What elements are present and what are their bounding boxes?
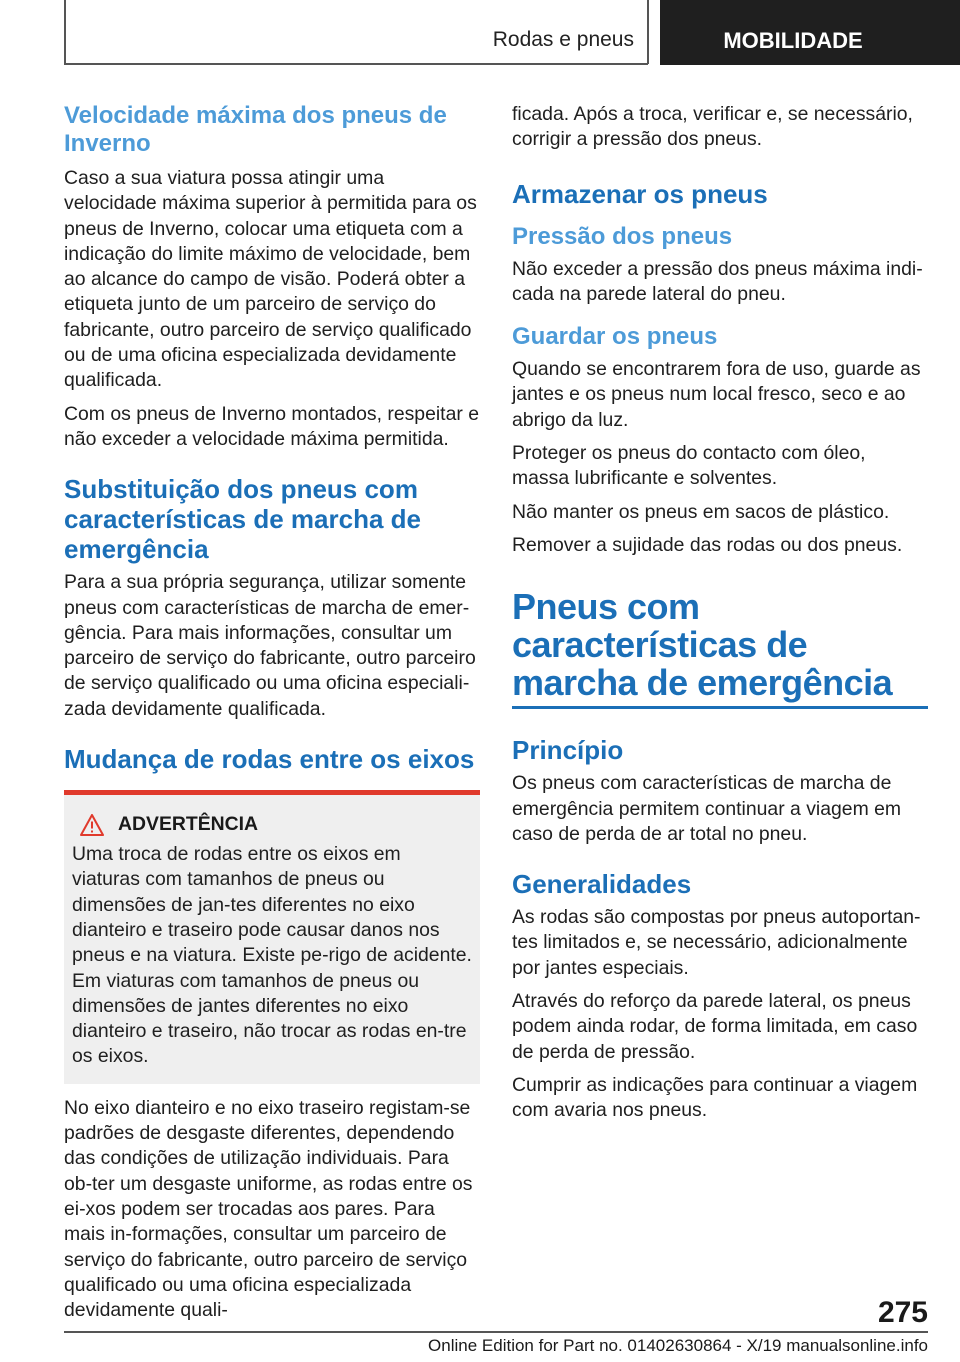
- paragraph-runflat-replacement: Para a sua própria segurança, utilizar somente pneus com características de marcha de emer‐gência. Para mais informações, consultar um parceiro de serviço do fabricante, outro parceiro de serviço qualificado ou uma oficina especiali‐zada devidamente qualificada.: [64, 571, 476, 720]
- paragraph-principle: Os pneus com características de marcha de emergência permitem continuar a viagem em caso de perda de ar total no pneu.: [512, 772, 902, 845]
- heading-runflat-replacement: Substituição dos pneus com características de marcha de emergência: [64, 474, 421, 565]
- paragraph-wheel-rotation: No eixo dianteiro e no eixo traseiro registam-se padrões de desgaste diferentes, dependendo das condições de utilização individuais. Para ob‐ter um desgaste uniforme, as rodas entre os ei‐xos podem ser trocadas aos pares. Para mais in‐formações, consultar um parceiro de serviço do fabricante, outro parceiro de serviço qualificado ou uma oficina especializada devidamente quali‐: [64, 1096, 473, 1322]
- paragraph-general-2: Através do reforço da parede lateral, os pneus podem ainda rodar, de forma limitada, em caso de perda de pressão.: [512, 990, 918, 1063]
- paragraph-winter-2: Com os pneus de Inverno montados, respeitar e não exceder a velocidade máxima permitida.: [64, 402, 479, 450]
- right-column: [512, 102, 928, 1124]
- header-section-title: Rodas e pneus: [492, 28, 634, 51]
- left-column: [64, 102, 480, 1323]
- footer-watermark: Online Edition for Part no. 01402630864 - X/19 manualsonline.info: [428, 1336, 928, 1355]
- header-rule-divider: [647, 0, 649, 64]
- paragraph-winter-1: Caso a sua viatura possa atingir uma velocidade máxima superior à permitida para os pneus de Inverno, colocar uma etiqueta com a indicação do limite máximo de velocidade, bem ao alcance do campo de visão. Poderá obter a etiqueta junto de um parceiro de serviço do fabricante, outro parceiro de serviço qualificado ou de uma oficina especializada devidamente qualificada.: [64, 167, 477, 392]
- heading-tire-pressure: Pressão dos pneus: [512, 222, 733, 250]
- paragraph-continued: ficada. Após a troca, verificar e, se necessário, corrigir a pressão dos pneus.: [512, 103, 913, 151]
- header-rule-bottom: [64, 63, 648, 65]
- heading-principle: Princípio: [512, 735, 624, 766]
- warning-text: Uma troca de rodas entre os eixos em viaturas com tamanhos de pneus ou dimensões de jan‐tes diferentes no eixo dianteiro e traseiro pode causar danos nos pneus e na viatura. Existe pe‐rigo de acidente. Em viaturas com tamanhos de pneus ou dimensões de jantes diferentes no eixo dianteiro e traseiro, não trocar as rodas en‐tre os eixos.: [72, 843, 472, 1068]
- footer-rule: [64, 1331, 928, 1333]
- heading-store-tires: Guardar os pneus: [512, 323, 718, 351]
- paragraph-general-3: Cumprir as indicações para continuar a viagem com avaria nos pneus.: [512, 1073, 918, 1122]
- header-chapter-tab: [660, 0, 960, 65]
- paragraph-store-3: Não manter os pneus em sacos de plástico.: [512, 500, 890, 523]
- warning-header: [72, 813, 472, 836]
- paragraph-store-2: Proteger os pneus do contacto com óleo, massa lubrificante e solventes.: [512, 442, 866, 490]
- heading-tire-storage: Armazenar os pneus: [512, 178, 768, 209]
- heading-winter-max-speed: Velocidade máxima dos pneus de Inverno: [64, 102, 447, 157]
- paragraph-store-4: Remover a sujidade das rodas ou dos pneus.: [512, 533, 903, 556]
- header-chapter-label: MOBILIDADE: [723, 28, 863, 53]
- heading-rule: [512, 706, 928, 709]
- footer-edition: [64, 1336, 928, 1356]
- paragraph-store-1: Quando se encontrarem fora de uso, guarde as jantes e os pneus num local fresco, seco e ao abrigo da luz.: [512, 358, 921, 431]
- paragraph-tire-pressure: Não exceder a pressão dos pneus máxima indi‐cada na parede lateral do pneu.: [512, 257, 923, 305]
- heading-runflat-tires: Pneus com características de marcha de emergência: [512, 586, 893, 704]
- page-number: 275: [877, 1296, 928, 1329]
- warning-title: ADVERTÊNCIA: [118, 813, 259, 836]
- heading-general: Generalidades: [512, 869, 692, 900]
- header-rule-left: [64, 0, 66, 64]
- paragraph-general-1: As rodas são compostas por pneus autoportan‐tes limitados e, se necessário, adicionalmente por jantes especiais.: [512, 906, 921, 979]
- warning-triangle-icon: [80, 814, 104, 836]
- warning-box: [64, 795, 480, 1084]
- heading-wheel-rotation: Mudança de rodas entre os eixos: [64, 744, 475, 775]
